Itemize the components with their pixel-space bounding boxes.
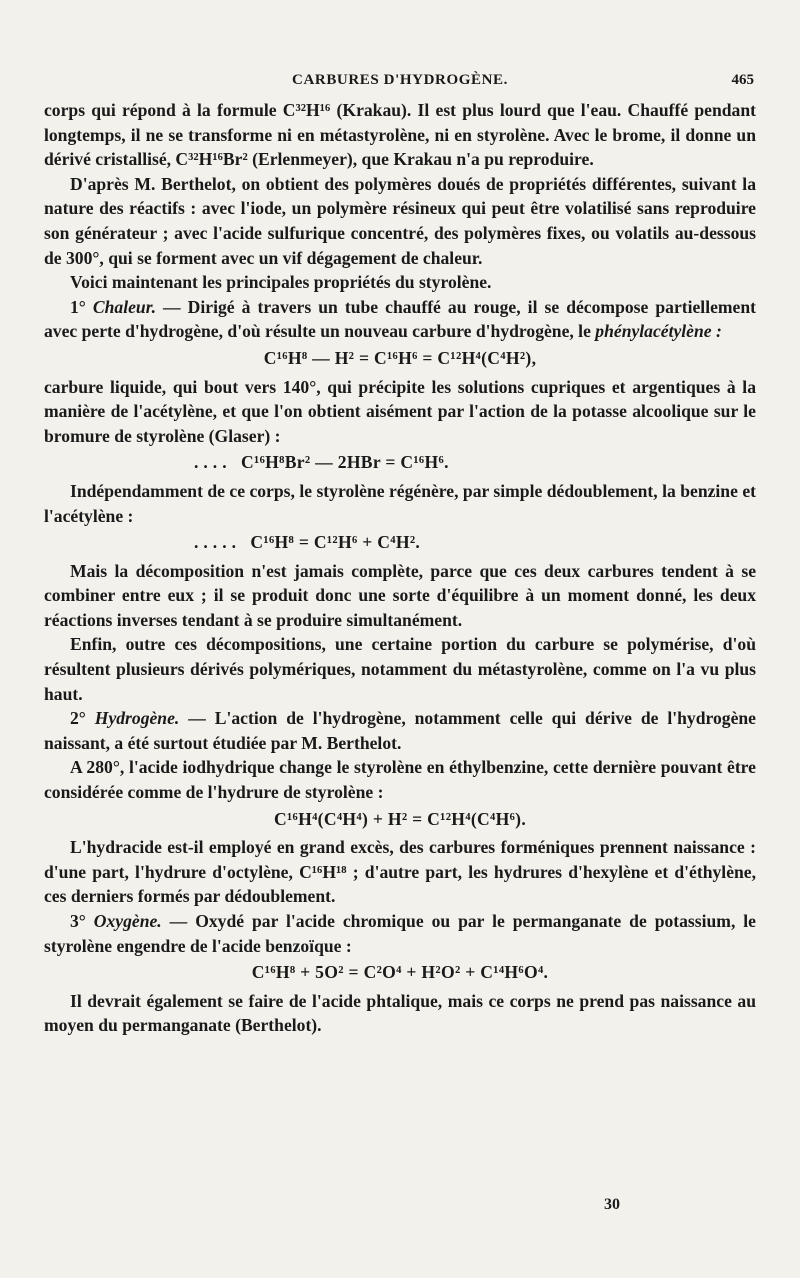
paragraph-hydrogen bbox=[44, 706, 756, 755]
paragraph-7: Mais la décomposition n'est jamais complète, parce que ces deux carbures tendent à se combiner entre eux ; il se produit donc une sorte d'équilibre à un moment donné, les deux réactions inverses tendant à se produire simultanément. bbox=[44, 560, 756, 630]
body-text bbox=[44, 98, 756, 1038]
paragraph-10: A 280°, l'acide iodhydrique change le styrolène en éthylbenzine, cette dernière pouvant être considérée comme de l'hydrure de styrolène : bbox=[44, 757, 756, 803]
section-title-oxygen: Oxygène. bbox=[93, 911, 162, 931]
paragraph-13: Il devrait également se faire de l'acide phtalique, mais ce corps ne prend pas naissance au moyen du permanganate (Berthelot). bbox=[44, 990, 756, 1036]
section-title-heat: Chaleur. bbox=[92, 296, 156, 317]
formula-1: C¹⁶H⁸ — H² = C¹⁶H⁶ = C¹²H⁴(C⁴H²), bbox=[263, 347, 537, 368]
paragraph-6: Indépendamment de ce corps, le styrolène régénère, par simple dédoublement, la benzine et l'acétylène : bbox=[44, 480, 756, 526]
formula-3-text: C¹⁶H⁸ = C¹²H⁶ + C⁴H². bbox=[250, 532, 421, 553]
formula-2-text: C¹⁶H⁸Br² — 2HBr = C¹⁶H⁶. bbox=[241, 452, 449, 473]
oxygen-text: — Oxydé par l'acide chromique ou par le permanganate de potassium, le styrolène engendre de l'acide benzoïque : bbox=[44, 911, 756, 956]
item-number: 3° bbox=[70, 911, 86, 931]
phenylacetylene-term: phénylacétylène : bbox=[595, 321, 722, 342]
formula-3 bbox=[44, 530, 756, 555]
paragraph-11: L'hydracide est-il employé en grand excès, des carbures forméniques prennent naissance : d'une part, l'hydrure d'octylène, C¹⁶H¹⁸ ; d'autre part, les hydrures d'hexylène et d'éthylène, ces derniers formés par dédoublement. bbox=[44, 837, 756, 907]
paragraph-8: Enfin, outre ces décompositions, une certaine portion du carbure se polymérise, d'où résultent plusieurs dérivés polymériques, notamment du métastyrolène, comme on l'a vu plus haut. bbox=[44, 634, 756, 704]
paragraph-5: carbure liquide, qui bout vers 140°, qui précipite les solutions cupriques et argentiques à la manière de l'acétylène, et que l'on obtient aisément par l'action de la potasse alcoolique sur le bromure de styrolène (Glaser) : bbox=[44, 376, 756, 446]
running-title: CARBURES D'HYDROGÈNE. bbox=[292, 72, 508, 88]
paragraph-2: D'après M. Berthelot, on obtient des polymères doués de propriétés différentes, suivant la nature des réactifs : avec l'iode, un polymère résineux qui peut être volatilisé sans reproduire son générateur ; avec l'acide sulfurique concentré, des polymères fixes, ou volatils au-dessous de 300°, qui se forment avec un vif dégagement de chaleur. bbox=[44, 173, 756, 268]
item-number: 2° bbox=[70, 708, 86, 729]
paragraph-heat bbox=[44, 295, 756, 344]
formula-dots: . . . . . bbox=[194, 532, 237, 553]
item-number: 1° bbox=[70, 296, 86, 317]
section-title-hydrogen: Hydrogène. bbox=[94, 708, 180, 729]
formula-dots: . . . . bbox=[194, 452, 227, 473]
paragraph-oxygen bbox=[44, 909, 756, 958]
paragraph-1: corps qui répond à la formule C³²H¹⁶ (Krakau). Il est plus lourd que l'eau. Chauffé pendant longtemps, il ne se transforme ni en métastyrolène, ni en styrolène. Avec le brome, il donne un dérivé cristallisé, C³²H¹⁶Br² (Erlenmeyer), que Krakau n'a pu reproduire. bbox=[44, 100, 756, 170]
paragraph-3: Voici maintenant les principales propriétés du styrolène. bbox=[70, 272, 492, 293]
formula-5: C¹⁶H⁸ + 5O² = C²O⁴ + H²O² + C¹⁴H⁶O⁴. bbox=[251, 962, 549, 983]
signature-number: 30 bbox=[604, 1196, 620, 1213]
formula-2 bbox=[44, 450, 756, 475]
heat-text: — Dirigé à travers un tube chauffé au rouge, il se décompose partiellement avec perte d'hydrogène, d'où résulte un nouveau carbure d'hydrogène, le bbox=[44, 296, 756, 342]
page-header bbox=[40, 66, 760, 96]
page-number: 465 bbox=[731, 72, 754, 88]
formula-4: C¹⁶H⁴(C⁴H⁴) + H² = C¹²H⁴(C⁴H⁶). bbox=[273, 808, 527, 829]
hydrogen-text: — L'action de l'hydrogène, notamment celle qui dérive de l'hydrogène naissant, a été surtout étudiée par M. Berthelot. bbox=[44, 708, 756, 753]
